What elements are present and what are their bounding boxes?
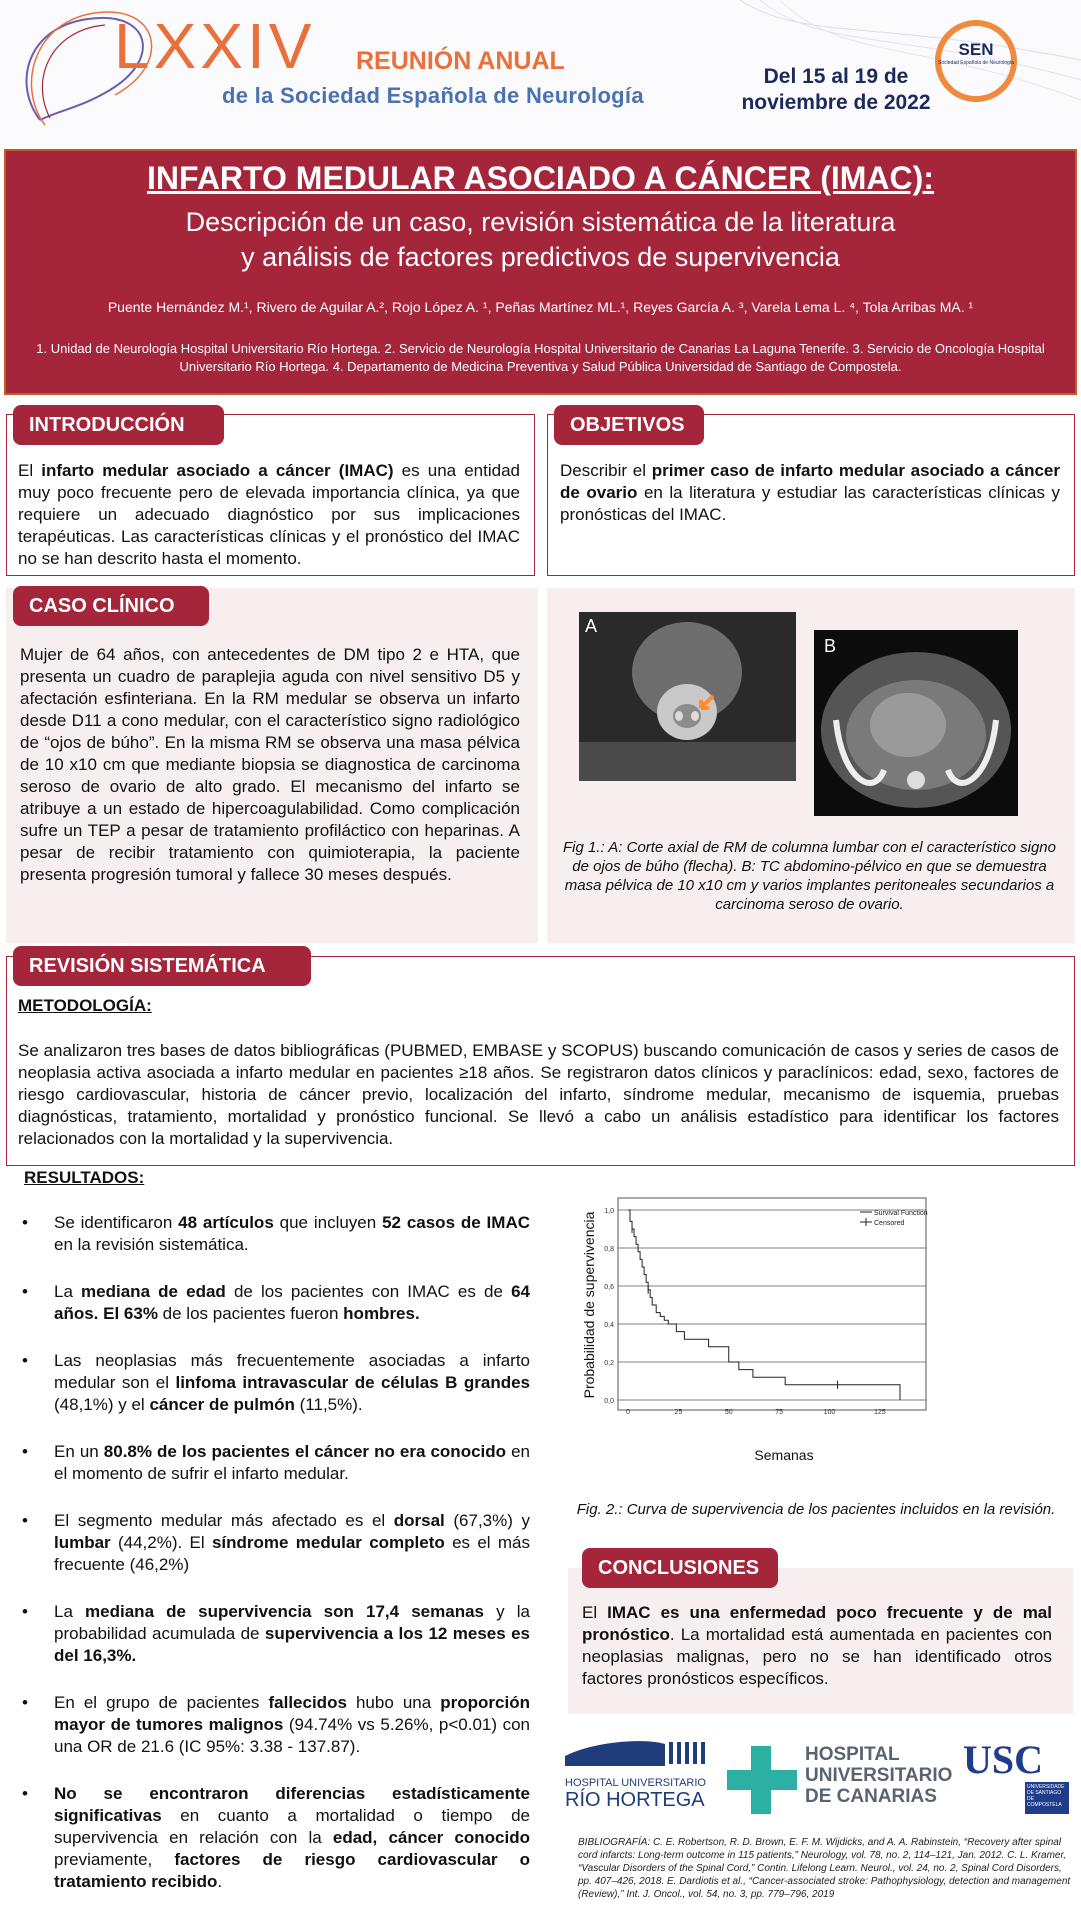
intro-text: El infarto medular asociado a cáncer (IMAC) es una entidad muy poco frecuente pero de elevada importancia clínica, ya que requiere un adecuado diagnóstico por sus implicaciones terapéuticas. Las características clínicas y el pronóstico del IMAC no se han descrito hasta el momento.: [18, 461, 520, 568]
canarias-line3: DE CANARIAS: [805, 1786, 937, 1807]
ct-label: B: [824, 636, 837, 656]
x-tick-label: 0: [626, 1409, 630, 1416]
list-item: • La mediana de edad de los pacientes con IMAC es de 64 años. El 63% de los pacientes fueron hombres.: [22, 1282, 530, 1323]
canarias-logo-text: [805, 1744, 955, 1807]
legend-censored: Censored: [874, 1220, 905, 1227]
survival-chart: [558, 1172, 1070, 1490]
y-axis-label: Probabilidad de supervivencia: [581, 1211, 597, 1399]
list-item: • En el grupo de pacientes fallecidos hubo una proporción mayor de tumores malignos (94.74% vs 5.26%, p<0.01) con una OR de 21.6 (IC 95%: 3.38 - 137.87).: [22, 1693, 530, 1756]
list-item: • En un 80.8% de los pacientes el cáncer no era conocido en el momento de sufrir el infarto medular.: [22, 1442, 530, 1483]
figure1-caption: Fig 1.: A: Corte axial de RM de columna lumbar con el característico signo de ojos de búho (flecha). B: TC abdomino-pélvico en que se demuestra masa pélvica de 10 x10 cm y varios implantes peritoneales secundarios a carcinoma seroso de ovario.: [563, 839, 1056, 913]
metodologia-text: Se analizaron tres bases de datos bibliográficas (PUBMED, EMBASE y SCOPUS) buscando comunicación de casos y series de casos de neoplasia activa asociada a infarto medular en pacientes ≥18 años. Se registraron datos clínicos y paraclínicos: edad, sexo, factores de riesgo cardiovascular, historia de cáncer previo, localización del infarto, síndrome medular, mecanismo de isquemia, pruebas diagnósticas, tratamiento, mortalidad y pronóstico funcional. Se llevó a cabo un análisis estadístico para identificar los factores relacionados con la mortalidad y la supervivencia.: [18, 1041, 1059, 1148]
resultados-heading: RESULTADOS:: [24, 1168, 145, 1187]
conference-header: [0, 0, 1081, 146]
canarias-line2: UNIVERSITARIO: [805, 1765, 953, 1786]
subtitle-line-1: Descripción de un caso, revisión sistemática de la literatura: [185, 207, 896, 237]
sen-logo-small: Sociedad Española de Neurología: [938, 60, 1014, 66]
list-item: • Se identificaron 48 artículos que incluyen 52 casos de IMAC en la revisión sistemática.: [22, 1213, 530, 1254]
list-item: • La mediana de supervivencia son 17,4 semanas y la probabilidad acumulada de supervivencia a los 12 meses es del 16,3%.: [22, 1602, 530, 1665]
rio-hortega-logo: [565, 1736, 725, 1816]
list-item: • Las neoplasias más frecuentemente asociadas a infarto medular son el linfoma intravascular de células B grandes (48,1%) y el cáncer de pulmón (11,5%).: [22, 1351, 530, 1414]
y-tick-label: 0,6: [604, 1284, 614, 1291]
resultados-list: [22, 1212, 530, 1893]
rio-hortega-line2: RÍO HORTEGA: [565, 1789, 705, 1811]
subtitle-line-2: y análisis de factores predictivos de supervivencia: [241, 242, 840, 272]
poster-subtitle: [0, 205, 1081, 275]
revision-label: REVISIÓN SISTEMÁTICA: [13, 946, 311, 986]
x-tick-label: 125: [874, 1409, 886, 1416]
x-tick-label: 25: [674, 1409, 683, 1416]
caso-text: Mujer de 64 años, con antecedentes de DM tipo 2 e HTA, que presenta un cuadro de paraplejia aguda con nivel sensitivo D5 y afectación esfinteriana. En la RM medular se observa un infarto desde D11 a cono medular, con el característico signo radiológico de “ojos de búho”. En la misma RM se observa una masa pélvica de 10 x10 cm que mediante biopsia se diagnostica de carcinoma seroso de ovario de alto grado. El mecanismo del infarto se atribuye a un estado de hipercoagulabilidad. Como complicación sufre un TEP a pesar de tratamiento profiláctico con heparinas. A pesar de recibir tratamiento con quimioterapia, la paciente presenta progresión tumoral y fallece 30 meses después.: [20, 645, 520, 884]
usc-logo: [963, 1737, 1071, 1816]
survival-chart-panel: [558, 1172, 1070, 1490]
ct-drawing: [814, 630, 1018, 816]
dates-line-2: noviembre de 2022: [741, 91, 931, 114]
sen-logo-text: SEN: [958, 40, 994, 59]
affiliations: 1. Unidad de Neurología Hospital Universitario Río Hortega. 2. Servicio de Neurología Hospital Universitario de Canarias La Laguna Tenerife. 3. Servicio de Oncología Hospital Universitario Río Hortega. 4. Departamento de Medicina Preventiva y Salud Pública Universidad de Santiago de Compostela.: [36, 341, 1045, 374]
mri-drawing: [579, 612, 796, 781]
plot-frame: [618, 1198, 926, 1410]
usc-small: UNIVERSIDADE DE SANTIAGO DE COMPOSTELA: [1025, 1782, 1069, 1814]
x-axis-label: Semanas: [754, 1447, 814, 1463]
canarias-cross-icon: [727, 1746, 797, 1814]
list-item: • El segmento medular más afectado es el dorsal (67,3%) y lumbar (44,2%). El síndrome medular completo es el más frecuente (46,2%): [22, 1511, 530, 1574]
authors: Puente Hernández M.¹, Rivero de Aguilar A.², Rojo López A. ¹, Peñas Martínez ML.¹, Reyes García A. ³, Varela Lema L. ⁴, Tola Arribas MA. ¹: [107, 299, 974, 315]
y-tick-label: 0,2: [604, 1360, 614, 1367]
metodologia-heading: METODOLOGÍA:: [18, 996, 152, 1015]
y-tick-label: 0,4: [604, 1322, 614, 1329]
x-tick-label: 75: [775, 1409, 784, 1416]
objetivos-label: OBJETIVOS: [554, 405, 704, 445]
x-tick-label: 100: [823, 1409, 836, 1416]
conference-dates: [736, 64, 936, 116]
y-tick-label: 1,0: [604, 1208, 614, 1215]
canarias-line1: HOSPITAL: [805, 1744, 900, 1765]
conference-title: REUNIÓN ANUAL: [356, 47, 565, 75]
figure2-caption: Fig. 2.: Curva de supervivencia de los pacientes incluidos en la revisión.: [576, 1501, 1056, 1518]
legend-survival: Survival Function: [874, 1210, 928, 1217]
x-tick-label: 50: [724, 1409, 733, 1416]
bibliography: BIBLIOGRAFÍA: C. E. Robertson, R. D. Brown, E. F. M. Wijdicks, and A. A. Rabinstein, “Recovery after spinal cord infarcts: Long-term outcome in 115 patients,” Neurology, vol. 78, no. 2, 114–121, Jan. 2012. C. L. Kramer, “Vascular Disorders of the Spinal Cord,” Contin. Lifelong Learn. Neurol., vol. 24, no. 2, Spinal Cord Disorders, pp. 407–426, 2018. E. Dardiotis et al., “Cancer-associated stroke: Pathophysiology, detection and management (Review),” Int. J. Oncol., vol. 54, no. 3, pp. 779–796, 2019: [578, 1837, 1071, 1900]
intro-label: INTRODUCCIÓN: [13, 405, 224, 445]
caso-label: CASO CLÍNICO: [13, 586, 209, 626]
y-tick-label: 0,0: [604, 1398, 614, 1405]
conclusiones-label: CONCLUSIONES: [582, 1548, 778, 1588]
mri-label: A: [585, 616, 598, 636]
objetivos-text: Describir el primer caso de infarto medular asociado a cáncer de ovario en la literatura y estudiar las características clínicas y pronósticas del IMAC.: [560, 461, 1060, 524]
ct-image: [814, 630, 1018, 816]
conference-subtitle: de la Sociedad Española de Neurología: [222, 83, 644, 108]
usc-letters: USC: [963, 1737, 1044, 1782]
rio-hortega-mark: [565, 1736, 725, 1766]
mri-image: [579, 612, 796, 781]
y-tick-label: 0,8: [604, 1246, 614, 1253]
rio-hortega-line1: HOSPITAL UNIVERSITARIO: [565, 1777, 706, 1789]
list-item: • No se encontraron diferencias estadísticamente significativas en cuanto a mortalidad o tiempo de supervivencia en relación con la edad, cáncer conocido previamente, factores de riesgo cardiovascular o tratamiento recibido.: [22, 1784, 530, 1891]
conference-number: LXXIV: [114, 10, 316, 82]
dates-line-1: Del 15 al 19 de: [763, 65, 909, 88]
poster-title: INFARTO MEDULAR ASOCIADO A CÁNCER (IMAC):: [147, 160, 934, 196]
conclusiones-text: El IMAC es una enfermedad poco frecuente y de mal pronóstico. La mortalidad está aumentada en pacientes con neoplasias malignas, pero no se han identificado otros factores pronósticos específicos.: [582, 1603, 1052, 1688]
